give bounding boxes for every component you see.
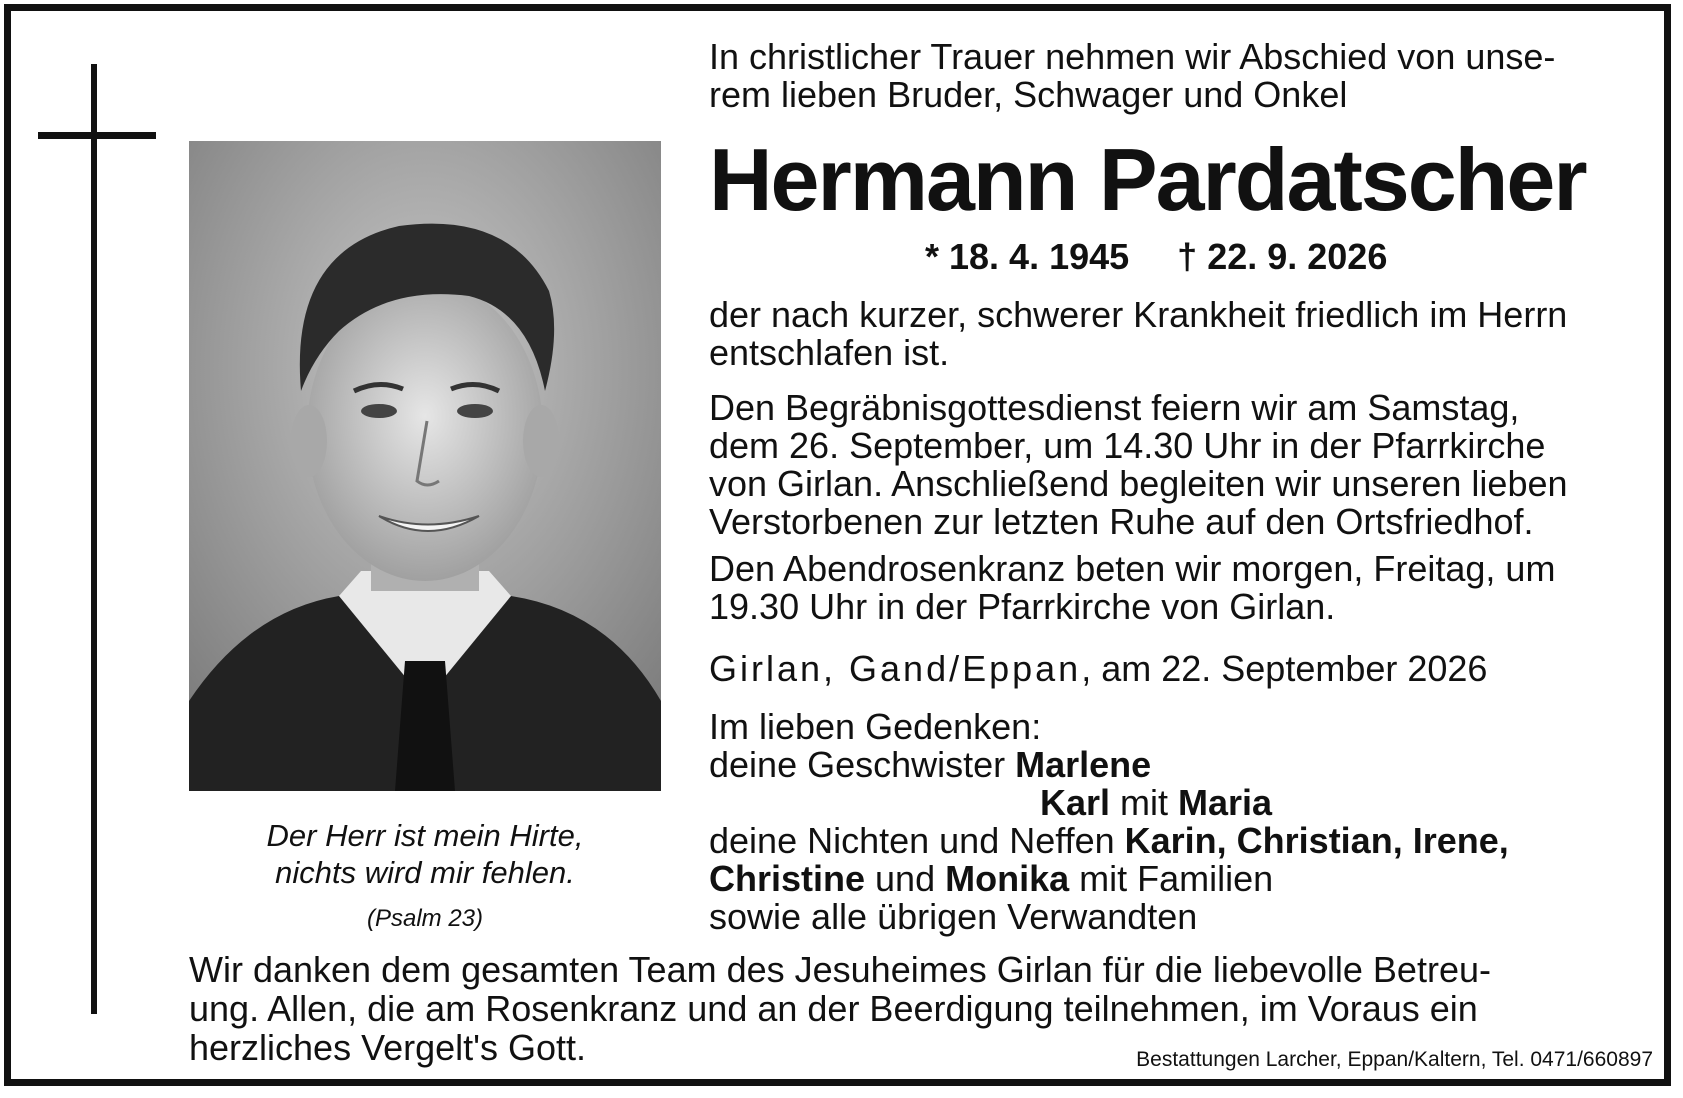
- siblings-prefix: deine Geschwister: [709, 744, 1016, 785]
- sibling-name: Marlene: [1015, 744, 1152, 785]
- siblings-line: [709, 746, 1637, 784]
- funeral-line-2: dem 26. September, um 14.30 Uhr in der Pfarrkirche: [709, 425, 1546, 466]
- families-word: mit Familien: [1069, 858, 1274, 899]
- thanks-line-2: ung. Allen, die am Rosenkranz und an der Beerdigung teilnehmen, im Voraus ein: [189, 988, 1478, 1029]
- place-date: [709, 650, 1637, 688]
- memory-section: [709, 708, 1637, 936]
- rosary-line-1: Den Abendrosenkranz beten wir morgen, Freitag, um: [709, 548, 1556, 589]
- quote-line-1: Der Herr ist mein Hirte,: [266, 818, 584, 853]
- portrait-photo: [189, 141, 661, 791]
- death-date: † 22. 9. 2026: [1177, 236, 1388, 277]
- intro-text: [709, 38, 1637, 114]
- death-line-2: entschlafen ist.: [709, 332, 950, 373]
- death-paragraph: [709, 296, 1637, 372]
- with-word: mit: [1110, 782, 1179, 823]
- quote-source: (Psalm 23): [366, 905, 484, 932]
- rosary-line-2: 19.30 Uhr in der Pfarrkirche von Girlan.: [709, 586, 1336, 627]
- niece-name: Christine: [709, 858, 866, 899]
- nieces-line: [709, 822, 1637, 860]
- intro-line-1: In christlicher Trauer nehmen wir Abschied von unse-: [709, 36, 1556, 77]
- niece-name: Monika: [945, 858, 1070, 899]
- intro-line-2: rem lieben Bruder, Schwager und Onkel: [709, 74, 1348, 115]
- funeral-line-1: Den Begräbnisgottesdienst feiern wir am Samstag,: [709, 387, 1520, 428]
- funeral-line-4: Verstorbenen zur letzten Ruhe auf den Ortsfriedhof.: [709, 501, 1534, 542]
- nieces-line-2: [709, 860, 1637, 898]
- birth-date: * 18. 4. 1945: [925, 236, 1130, 277]
- life-dates: [925, 236, 1387, 278]
- bible-quote: [189, 817, 661, 891]
- undertaker-info: Bestattungen Larcher, Eppan/Kaltern, Tel. 0471/660897: [1136, 1048, 1653, 1071]
- funeral-paragraph: [709, 389, 1637, 541]
- nieces-prefix: deine Nichten und Neffen: [709, 820, 1125, 861]
- and-word: und: [865, 858, 946, 899]
- rosary-paragraph: [709, 550, 1637, 626]
- quote-line-2: nichts wird mir fehlen.: [275, 855, 575, 890]
- partner-name: Maria: [1178, 782, 1273, 823]
- nieces-names: Karin, Christian, Irene,: [1124, 820, 1509, 861]
- deceased-name: Hermann Pardatscher: [709, 130, 1586, 229]
- funeral-line-3: von Girlan. Anschließend begleiten wir unseren lieben: [709, 463, 1568, 504]
- relatives-line: sowie alle übrigen Verwandten: [709, 896, 1198, 937]
- thanks-line-1: Wir danken dem gesamten Team des Jesuheimes Girlan für die liebevolle Betreu-: [189, 949, 1491, 990]
- sibling-name: Karl: [1040, 782, 1111, 823]
- death-line-1: der nach kurzer, schwerer Krankheit friedlich im Herrn: [709, 294, 1568, 335]
- place-location: Girlan, Gand/Eppan: [709, 648, 1082, 689]
- notice-date: , am 22. September 2026: [1081, 648, 1488, 689]
- thanks-line-3: herzliches Vergelt's Gott.: [189, 1027, 587, 1068]
- siblings-line-2: [709, 784, 1637, 822]
- memory-heading: Im lieben Gedenken:: [709, 706, 1042, 747]
